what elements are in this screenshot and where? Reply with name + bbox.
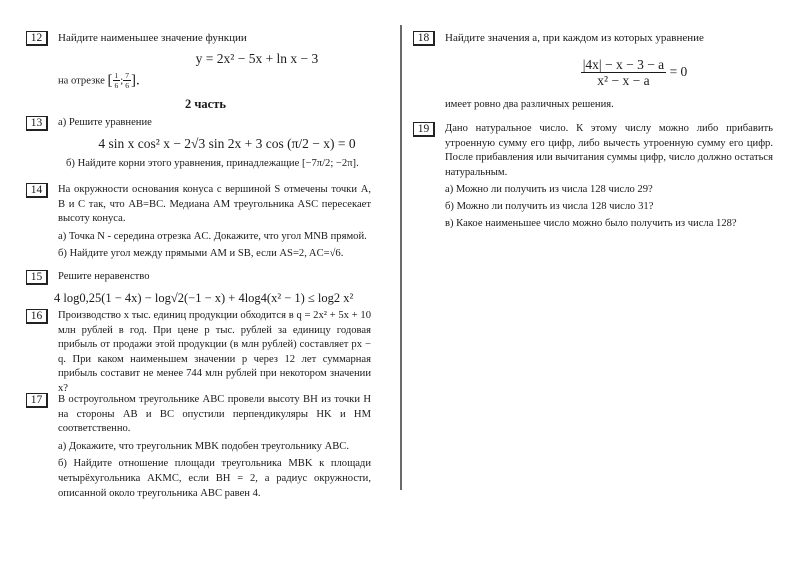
column-divider — [400, 25, 402, 490]
task-number: 15 — [26, 270, 48, 285]
task-number: 14 — [26, 183, 48, 198]
task-interval: [−7π/2; −2π]. — [301, 157, 359, 169]
task-part-c: в) Какое наименьшее число можно было получить из числа 128? — [445, 217, 737, 229]
task-part-a: а) Можно ли получить из числа 128 число 29? — [445, 184, 653, 196]
task-part-a: а) Точка N - середина отрезка AC. Докажите, что угол MNB прямой. — [58, 230, 367, 242]
task-formula: 4 log0,25(1 − 4x) − log√2(−1 − x) + 4log4(x² − 1) ≤ log2 x² — [54, 290, 354, 305]
denominator: 6 — [125, 81, 129, 91]
task-formula: 4 sin x cos² x − 2√3 sin 2x + 3 cos (π/2 − x) = 0 — [98, 135, 356, 151]
task-formula — [485, 58, 783, 88]
task-text: На окружности основания конуса с вершиной S отмечены точки A, B и C так, что AB=BC. Медиана AM треугольника ASC пересекает высоту конуса. — [58, 184, 371, 225]
task-part-a: а) Докажите, что треугольник MBK подобен треугольнику ABC. — [58, 440, 350, 452]
task-number: 18 — [413, 31, 435, 46]
task-text: Производство x тыс. единиц продукции обходится в q = 2x² + 5x + 10 млн рублей в год. При цене p тыс. рублей за единицу годовая прибыль от продажи этой продукции (в млн рублей) составляет px − q. При каком наименьшем значении p через 12 лет суммарная прибыль составит не менее 744 млн рублей при некотором значении x? — [58, 310, 371, 394]
numerator: 1 — [114, 70, 119, 80]
bracket-close: ]. — [130, 72, 140, 89]
task-formula: y = 2x² − 5x + ln x − 3 — [195, 50, 319, 66]
task-16 — [26, 309, 371, 397]
task-12 — [26, 31, 396, 90]
task-suffix: имеет ровно два различных решения. — [445, 98, 614, 110]
interval-prefix: на отрезке — [58, 75, 105, 87]
task-interval-line — [58, 72, 396, 90]
task-18 — [413, 31, 783, 112]
task-part-a: а) Решите уравнение — [58, 117, 152, 128]
task-number: 12 — [26, 31, 48, 46]
task-prompt: Найдите наименьшее значение функции — [58, 32, 247, 44]
task-part-b-line — [66, 157, 396, 172]
separator: ; — [120, 75, 124, 87]
numerator: 7 — [125, 70, 129, 80]
task-13 — [26, 116, 396, 171]
task-text: В остроугольном треугольнике ABC провели высоту BH из точки H на стороны AB и BC опустили перпендикуляры HK и HM соответственно. — [58, 394, 371, 435]
task-part-b: б) Найдите отношение площади треугольника MBK к площади четырёхугольника AKMC, если BH = 2, а радиус окружности, описанной около треугольника ABC равен 4. — [58, 458, 371, 499]
task-number: 17 — [26, 393, 48, 408]
task-text: Дано натуральное число. К этому числу можно либо прибавить утроенную сумму его цифр, либо вычесть утроенную сумму его цифр. После прибавления или вычитания суммы цифр, число должно остаться натуральным. — [445, 123, 773, 178]
task-number: 19 — [413, 122, 435, 137]
numerator: |4x| − x − 3 − a — [582, 56, 665, 72]
denominator: 6 — [114, 81, 119, 91]
section-title: 2 часть — [185, 97, 226, 111]
task-17 — [26, 393, 371, 501]
bracket-open: [ — [107, 72, 113, 89]
task-prompt: Найдите значения a, при каждом из которых уравнение — [445, 32, 704, 44]
task-15 — [26, 270, 396, 311]
task-19 — [413, 122, 773, 231]
fraction — [581, 58, 667, 88]
task-number: 13 — [26, 116, 48, 131]
denominator: x² − x − a — [597, 73, 650, 89]
task-part-b: б) Найдите корни этого уравнения, принадлежащие — [66, 157, 300, 169]
task-part-b: б) Найдите угол между прямыми AM и SB, если AS=2, AC=√6. — [58, 248, 344, 260]
rhs: = 0 — [669, 63, 688, 79]
fraction-b — [123, 72, 131, 90]
task-14 — [26, 183, 371, 262]
task-number: 16 — [26, 309, 48, 324]
task-part-b: б) Можно ли получить из числа 128 число 31? — [445, 200, 654, 212]
task-prompt: Решите неравенство — [58, 271, 150, 282]
